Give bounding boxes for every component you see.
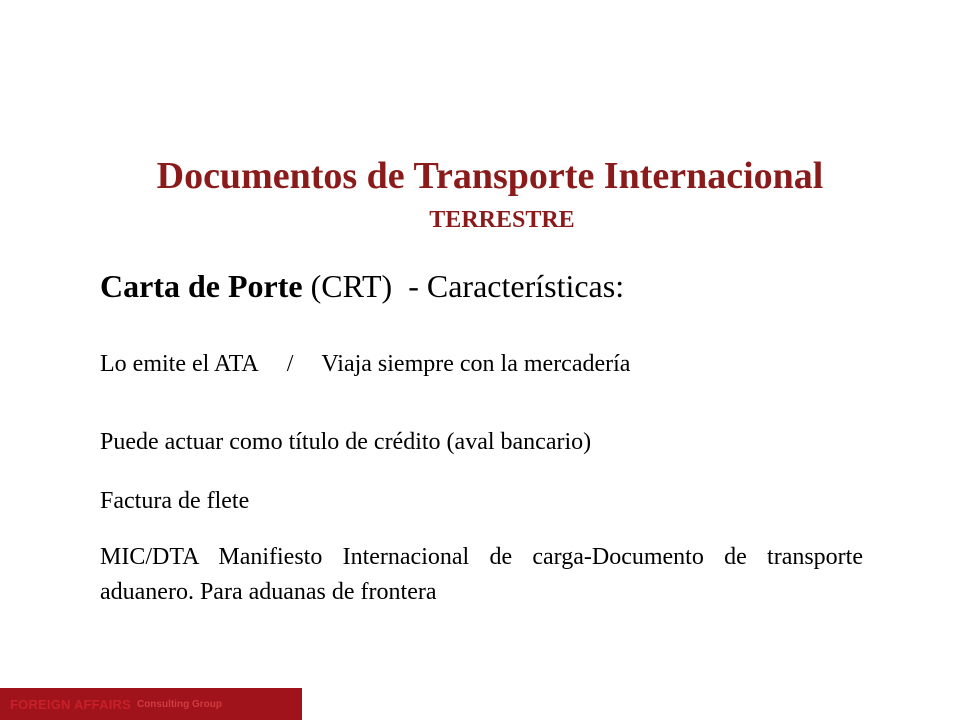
slide-title: Documentos de Transporte Internacional <box>156 155 824 197</box>
footer-logo-bar <box>0 688 302 720</box>
emitter-line <box>100 347 630 381</box>
travels-with-goods-text: Viaja siempre con la mercadería <box>321 351 631 377</box>
section-heading-bold: Carta de Porte <box>100 268 303 304</box>
emitter-text: Lo emite el ATA <box>100 351 259 377</box>
mic-dta-paragraph: MIC/DTA Manifiesto Internacional de carga-Documento de transporte aduanero. Para aduanas de frontera <box>100 544 863 605</box>
footer-brand-name: FOREIGN AFFAIRS <box>10 696 131 712</box>
freight-invoice-line: Factura de flete <box>100 488 250 514</box>
slide-subtitle: TERRESTRE <box>429 207 575 233</box>
section-heading <box>100 265 624 307</box>
section-heading-rest: (CRT) - Características: <box>302 268 625 304</box>
footer-brand-subtitle: Consulting Group <box>136 698 222 710</box>
credit-title-line: Puede actuar como título de crédito (aval bancario) <box>100 429 592 455</box>
separator-slash: / <box>286 351 294 377</box>
